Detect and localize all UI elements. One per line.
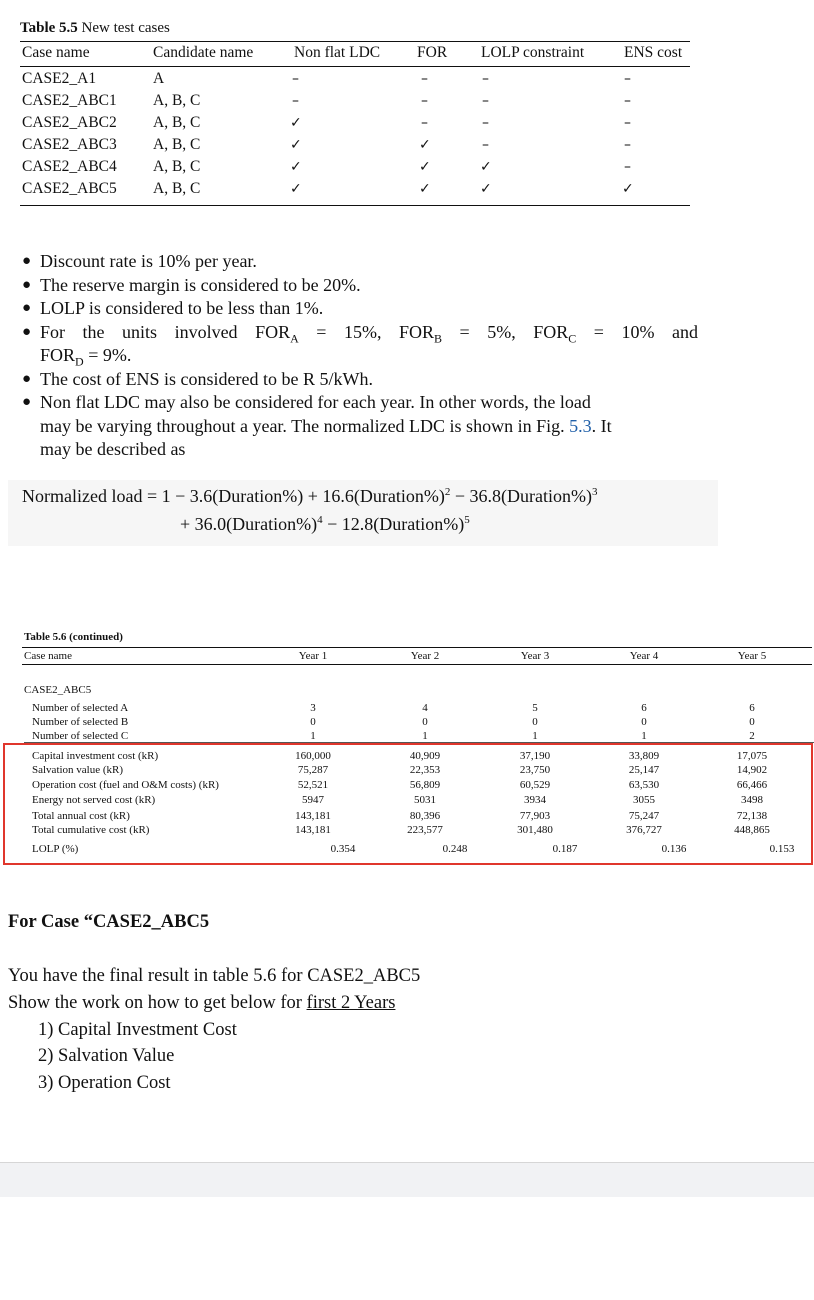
- bullet-icon: ●: [22, 394, 32, 410]
- exponent: 3: [591, 486, 598, 498]
- subscript: C: [568, 331, 577, 346]
- row-label: Total annual cost (kR): [32, 810, 130, 822]
- table-cell: 3055: [633, 794, 655, 806]
- table-cell: A, B, C: [153, 92, 201, 109]
- table-cell: –: [482, 115, 489, 131]
- list-item: [18, 321, 698, 345]
- table-cell: 3498: [741, 794, 763, 806]
- bullet-text: = 5%, FOR: [442, 321, 569, 342]
- table-cell: –: [292, 71, 299, 87]
- table-cell: 60,529: [519, 779, 551, 791]
- bullet-text: LOLP is considered to be less than 1%.: [40, 298, 324, 318]
- table-cell: 0: [641, 716, 647, 728]
- table-cell: –: [421, 93, 428, 109]
- table-cell: CASE2_ABC2: [22, 114, 117, 131]
- table-cell: 56,809: [409, 779, 441, 791]
- bullet-text: may be described as: [40, 439, 186, 459]
- table-cell: 143,181: [295, 810, 331, 822]
- table-cell: 77,903: [519, 810, 551, 822]
- checkmark-icon: ✓: [290, 159, 302, 175]
- table-cell: A, B, C: [153, 180, 201, 197]
- table-cell: 52,521: [297, 779, 329, 791]
- subscript: B: [434, 331, 443, 346]
- table-cell: 5: [532, 702, 538, 714]
- table-cell: 14,902: [736, 764, 768, 776]
- table-cell: 72,138: [736, 810, 768, 822]
- col-case-name: Case name: [22, 44, 90, 61]
- question-item: 1) Capital Investment Cost: [38, 1020, 237, 1040]
- row-label: Operation cost (fuel and O&M costs) (kR): [32, 779, 219, 791]
- table-cell: 80,396: [409, 810, 441, 822]
- list-item: [18, 297, 698, 321]
- formula-text: Normalized load = 1 − 3.6(Duration%) + 16.6(Duration%): [22, 486, 445, 506]
- bullet-text: For the units involved FOR: [40, 321, 291, 342]
- row-label: LOLP (%): [32, 843, 79, 855]
- row-label: Number of selected B: [32, 716, 129, 728]
- formula-text: − 36.8(Duration%): [450, 486, 592, 506]
- table-cell: A, B, C: [153, 136, 201, 153]
- table-rule: [20, 205, 690, 206]
- table-cell: –: [624, 159, 631, 175]
- col-year-4: Year 4: [629, 650, 659, 662]
- table-cell: 23,750: [519, 764, 551, 776]
- table-cell: –: [421, 71, 428, 87]
- table-cell: 143,181: [295, 824, 331, 836]
- table-rule: [20, 41, 690, 42]
- exponent: 4: [317, 514, 323, 526]
- table-cell: –: [624, 93, 631, 109]
- bullet-text: . It: [591, 415, 612, 436]
- table-cell: 33,809: [628, 750, 660, 762]
- table-cell: –: [292, 93, 299, 109]
- formula-line-1: [22, 486, 597, 507]
- checkmark-icon: ✓: [290, 137, 302, 153]
- subscript: A: [290, 331, 299, 346]
- table-cell: CASE2_ABC1: [22, 92, 117, 109]
- bullet-text: Discount rate is 10% per year.: [40, 251, 257, 271]
- table-5-6-caption: Table 5.6 (continued): [24, 631, 123, 643]
- row-label: Total cumulative cost (kR): [32, 824, 150, 836]
- table-cell: 0.153: [769, 843, 795, 855]
- bullet-text: The cost of ENS is considered to be R 5/kWh.: [40, 368, 373, 389]
- checkmark-icon: ✓: [419, 137, 431, 153]
- table-cell: 22,353: [409, 764, 441, 776]
- subscript: D: [75, 354, 84, 369]
- highlight-box: [3, 743, 813, 865]
- table-cell: 0: [422, 716, 428, 728]
- bullet-text: The reserve margin is considered to be 20%.: [40, 274, 361, 295]
- question-line: [8, 993, 395, 1014]
- checkmark-icon: ✓: [480, 181, 492, 197]
- table-cell: 3: [310, 702, 316, 714]
- bullet-icon: ●: [22, 300, 32, 316]
- col-year-3: Year 3: [520, 650, 550, 662]
- table-cell: 1: [532, 730, 538, 742]
- table-cell: –: [482, 93, 489, 109]
- table-cell: 1: [422, 730, 428, 742]
- list-item: [18, 274, 698, 298]
- checkmark-icon: ✓: [290, 115, 302, 131]
- list-item: [18, 391, 698, 462]
- table-cell: 6: [749, 702, 755, 714]
- bullet-text: = 10% and: [576, 321, 698, 342]
- table-cell: 75,287: [297, 764, 329, 776]
- formula-text: + 36.0(Duration%): [180, 514, 318, 534]
- table-cell: 37,190: [519, 750, 551, 762]
- table-cell: 376,727: [626, 824, 662, 836]
- col-for: FOR: [417, 44, 448, 61]
- question-text: Show the work on how to get below for: [8, 993, 307, 1013]
- table-cell: –: [482, 137, 489, 153]
- figure-link[interactable]: 5.3: [569, 415, 592, 436]
- table-cell: 448,865: [734, 824, 770, 836]
- col-year-5: Year 5: [737, 650, 767, 662]
- table-cell: 17,075: [736, 750, 768, 762]
- col-year-1: Year 1: [298, 650, 328, 662]
- footer-band: [0, 1163, 814, 1197]
- row-label: Capital investment cost (kR): [32, 750, 159, 762]
- table-cell: CASE2_ABC5: [22, 180, 117, 197]
- checkmark-icon: ✓: [480, 159, 492, 175]
- bullet-text: FOR: [40, 345, 76, 365]
- row-label: Number of selected C: [32, 730, 129, 742]
- table-cell: –: [624, 115, 631, 131]
- bullet-text: = 9%.: [83, 345, 132, 365]
- table-5-5-title: New test cases: [81, 20, 170, 36]
- table-cell: CASE2_A1: [22, 70, 97, 87]
- table-cell: 3934: [524, 794, 546, 806]
- bullet-text: may be varying throughout a year. The normalized LDC is shown in Fig.: [40, 415, 570, 436]
- bullet-icon: ●: [22, 370, 32, 387]
- table-cell: 4: [422, 702, 428, 714]
- question-item: 2) Salvation Value: [38, 1046, 175, 1066]
- table-cell: 5031: [414, 794, 436, 806]
- table-cell: 1: [641, 730, 647, 742]
- table-cell: 6: [641, 702, 647, 714]
- question-item: 3) Operation Cost: [38, 1073, 171, 1093]
- table-rule: [22, 647, 812, 648]
- table-cell: –: [482, 71, 489, 87]
- table-cell: 63,530: [628, 779, 660, 791]
- row-label: Number of selected A: [32, 702, 129, 714]
- table-rule: [22, 664, 812, 665]
- table-cell: 66,466: [736, 779, 768, 791]
- checkmark-icon: ✓: [419, 159, 431, 175]
- col-year-2: Year 2: [410, 650, 440, 662]
- table-cell: 5947: [302, 794, 324, 806]
- list-item-continued: [18, 344, 698, 368]
- table-cell: 0.187: [552, 843, 578, 855]
- table-cell: 2: [749, 730, 755, 742]
- table-cell: 25,147: [628, 764, 660, 776]
- table-cell: CASE2_ABC3: [22, 136, 117, 153]
- bullet-icon: ●: [22, 276, 32, 293]
- formula-line-2: [180, 514, 470, 535]
- table-cell: 1: [310, 730, 316, 742]
- table-cell: –: [421, 115, 428, 131]
- col-lolp-constraint: LOLP constraint: [481, 44, 585, 61]
- table-cell: 0.248: [442, 843, 468, 855]
- bullet-text: Non flat LDC may also be considered for each year. In other words, the load: [40, 392, 591, 412]
- table-cell: 0: [532, 716, 538, 728]
- exponent: 2: [444, 486, 451, 498]
- table-5-5-label: Table 5.5: [20, 20, 78, 36]
- bullet-icon: ●: [22, 323, 32, 340]
- table-cell: 160,000: [295, 750, 331, 762]
- question-title: For Case “CASE2_ABC5: [8, 912, 210, 932]
- table-cell: 0: [749, 716, 755, 728]
- col-case-name: Case name: [24, 650, 72, 662]
- table-cell: A, B, C: [153, 114, 201, 131]
- table-cell: 75,247: [628, 810, 660, 822]
- list-item: [18, 250, 698, 274]
- table-cell: 301,480: [517, 824, 553, 836]
- bullet-icon: ●: [22, 253, 32, 269]
- table-cell: CASE2_ABC4: [22, 158, 117, 175]
- underlined-text: first 2 Years: [306, 993, 396, 1013]
- table-cell: –: [624, 137, 631, 153]
- checkmark-icon: ✓: [419, 181, 431, 197]
- table-cell: –: [624, 71, 631, 87]
- col-non-flat-ldc: Non flat LDC: [294, 44, 381, 61]
- table-cell: 40,909: [409, 750, 441, 762]
- table-5-5-caption: [20, 20, 170, 37]
- checkmark-icon: ✓: [290, 181, 302, 197]
- formula-text: − 12.8(Duration%): [322, 514, 465, 534]
- question-line: You have the final result in table 5.6 for CASE2_ABC5: [8, 966, 421, 986]
- exponent: 5: [464, 514, 470, 526]
- table-cell: A: [153, 70, 165, 87]
- col-ens-cost: ENS cost: [624, 44, 683, 61]
- table-cell: A, B, C: [153, 158, 201, 175]
- table-cell: 223,577: [407, 824, 443, 836]
- section-label: CASE2_ABC5: [24, 684, 92, 696]
- row-label: Salvation value (kR): [32, 764, 124, 776]
- checkmark-icon: ✓: [622, 181, 634, 197]
- row-label: Energy not served cost (kR): [32, 794, 156, 806]
- table-rule: [20, 66, 690, 67]
- table-cell: 0: [310, 716, 316, 728]
- bullet-text: = 15%, FOR: [298, 321, 435, 342]
- table-cell: 0.136: [661, 843, 687, 855]
- list-item: [18, 368, 698, 392]
- table-cell: 0.354: [330, 843, 356, 855]
- col-candidate-name: Candidate name: [153, 44, 254, 61]
- assumptions-list: [18, 250, 698, 462]
